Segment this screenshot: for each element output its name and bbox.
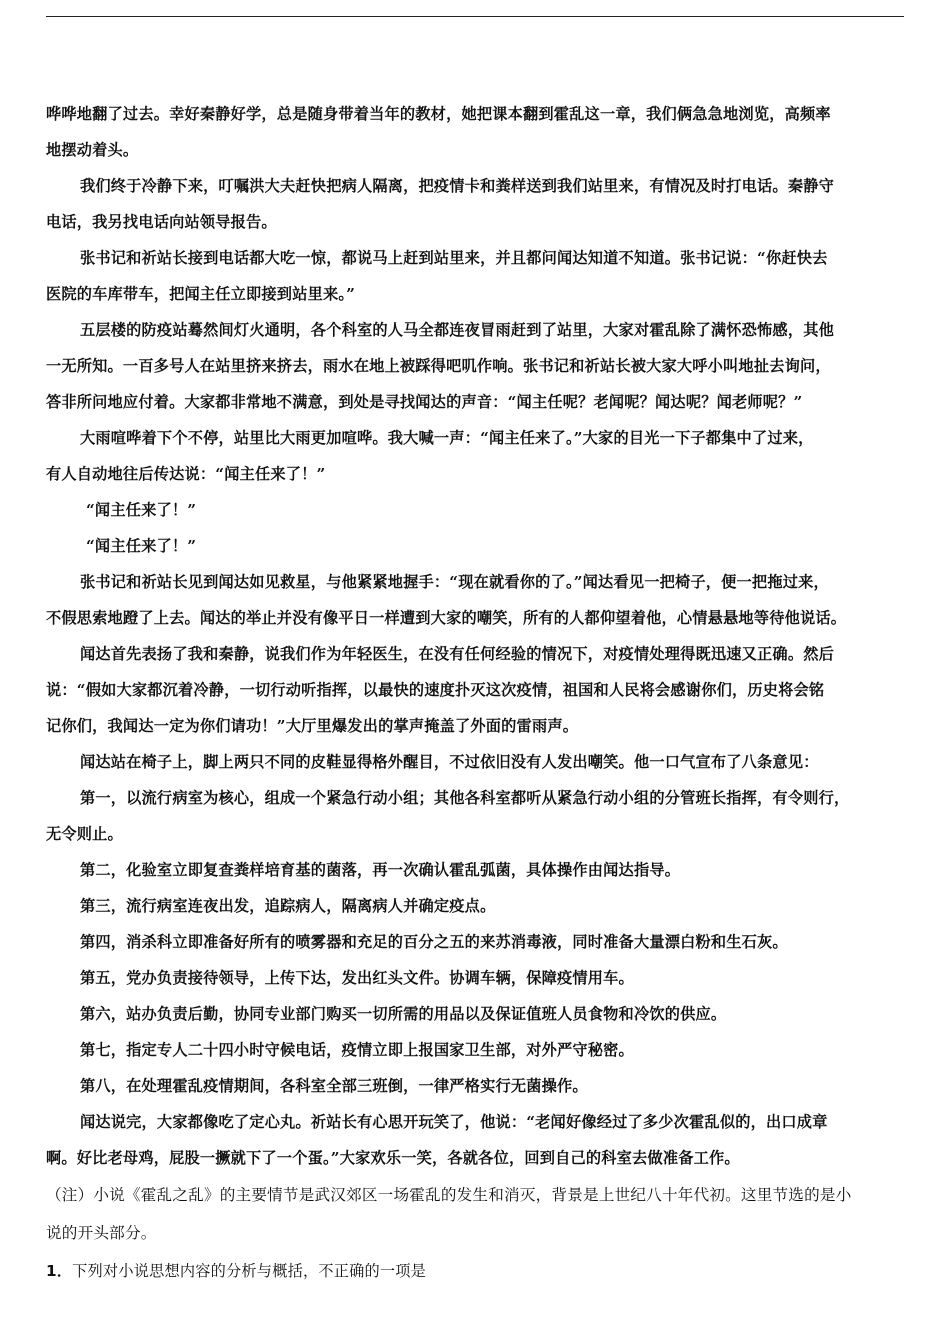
text-line: 答非所问地应付着。大家都非常地不满意，到处是寻找闻达的声音：“闻主任呢？老闻呢？闻达呢？闻老师呢？” [46, 393, 803, 411]
text-line: 第一，以流行病室为核心，组成一个紧急行动小组；其他各科室都听从紧急行动小组的分管班长指挥，有令则行， [80, 789, 850, 807]
note-line: 说的开头部分。 [46, 1224, 157, 1242]
text-line: 闻达站在椅子上，脚上两只不同的皮鞋显得格外醒目，不过依旧没有人发出嘲笑。他一口气宣布了八条意见： [80, 753, 819, 771]
note-line: （注）小说《霍乱之乱》的主要情节是武汉郊区一场霍乱的发生和消灭，背景是上世纪八十年代初。这里节选的是小 [46, 1186, 852, 1204]
text-line: 不假思索地蹬了上去。闻达的举止并没有像平日一样遭到大家的嘲笑，所有的人都仰望着他，心情悬悬地等待他说话。 [46, 609, 847, 627]
text-line: 张书记和祈站长接到电话都大吃一惊，都说马上赶到站里来，并且都问闻达知道不知道。张书记说：“你赶快去 [80, 249, 828, 267]
text-line: 第三，流行病室连夜出发，追踪病人，隔离病人并确定疫点。 [80, 897, 496, 915]
text-line: 电话，我另找电话向站领导报告。 [46, 213, 277, 231]
text-line: 第五，党办负责接待领导，上传下达，发出红头文件。协调车辆，保障疫情用车。 [80, 969, 634, 987]
text-line: 哗哗地翻了过去。幸好秦静好学，总是随身带着当年的教材，她把课本翻到霍乱这一章，我们俩急急地浏览，高频率 [46, 105, 831, 123]
question-1 [46, 1252, 904, 1290]
text-line: 五层楼的防疫站蓦然间灯火通明，各个科室的人马全都连夜冒雨赶到了站里，大家对霍乱除了满怀恐怖感，其他 [80, 321, 834, 339]
text-line: 闻达首先表扬了我和秦静，说我们作为年轻医生，在没有任何经验的情况下，对疫情处理得既迅速又正确。然后 [80, 645, 834, 663]
text-line: 医院的车库带车，把闻主任立即接到站里来。” [46, 285, 356, 303]
text-line: 啊。好比老母鸡，屁股一撅就下了一个蛋。”大家欢乐一笑，各就各位，回到自己的科室去做准备工作。 [46, 1149, 740, 1167]
passage [46, 96, 904, 1290]
text-line: 闻达说完，大家都像吃了定心丸。祈站长有心思开玩笑了，他说：“老闻好像经过了多少次霍乱似的，出口成章 [80, 1113, 828, 1131]
text-line: 第四，消杀科立即准备好所有的喷雾器和充足的百分之五的来苏消毒液，同时准备大量漂白粉和生石灰。 [80, 933, 788, 951]
text-line: 说：“假如大家都沉着冷静，一切行动听指挥，以最快的速度扑灭这次疫情，祖国和人民将会感谢你们，历史将会铭 [46, 681, 825, 699]
text-line: 第二，化验室立即复查粪样培育基的菌落，再一次确认霍乱弧菌，具体操作由闻达指导。 [80, 861, 681, 879]
text-line: 第八，在处理霍乱疫情期间，各科室全部三班倒，一律严格实行无菌操作。 [80, 1077, 588, 1095]
text-line: 无令则止。 [46, 825, 123, 843]
text-line: 张书记和祈站长见到闻达如见救星，与他紧紧地握手：“现在就看你的了。”闻达看见一把椅子，便一把拖过来， [80, 573, 829, 591]
question-text: 下列对小说思想内容的分析与概括，不正确的一项是 [72, 1262, 427, 1280]
text-line: 地摆动着头。 [46, 141, 139, 159]
text-line: 大雨喧哗着下个不停，站里比大雨更加喧哗。我大喊一声：“闻主任来了。”大家的目光一下子都集中了过来， [80, 429, 814, 447]
question-number: 1． [46, 1262, 73, 1280]
text-line: 一无所知。一百多号人在站里挤来挤去，雨水在地上被踩得吧叽作响。张书记和祈站长被大家大呼小叫地扯去询问， [46, 357, 831, 375]
text-line: 我们终于冷静下来，叮嘱洪大夫赶快把病人隔离，把疫情卡和粪样送到我们站里来，有情况及时打电话。秦静守 [80, 177, 834, 195]
text-line: “闻主任来了！” [86, 537, 197, 555]
header-rule [46, 16, 904, 17]
text-line: “闻主任来了！” [86, 501, 197, 519]
text-line: 有人自动地往后传达说：“闻主任来了！” [46, 465, 326, 483]
text-line: 第七，指定专人二十四小时守候电话，疫情立即上报国家卫生部，对外严守秘密。 [80, 1041, 634, 1059]
text-line: 记你们，我闻达一定为你们请功！”大厅里爆发出的掌声掩盖了外面的雷雨声。 [46, 717, 579, 735]
text-line: 第六，站办负责后勤，协同专业部门购买一切所需的用品以及保证值班人员食物和冷饮的供应。 [80, 1005, 727, 1023]
